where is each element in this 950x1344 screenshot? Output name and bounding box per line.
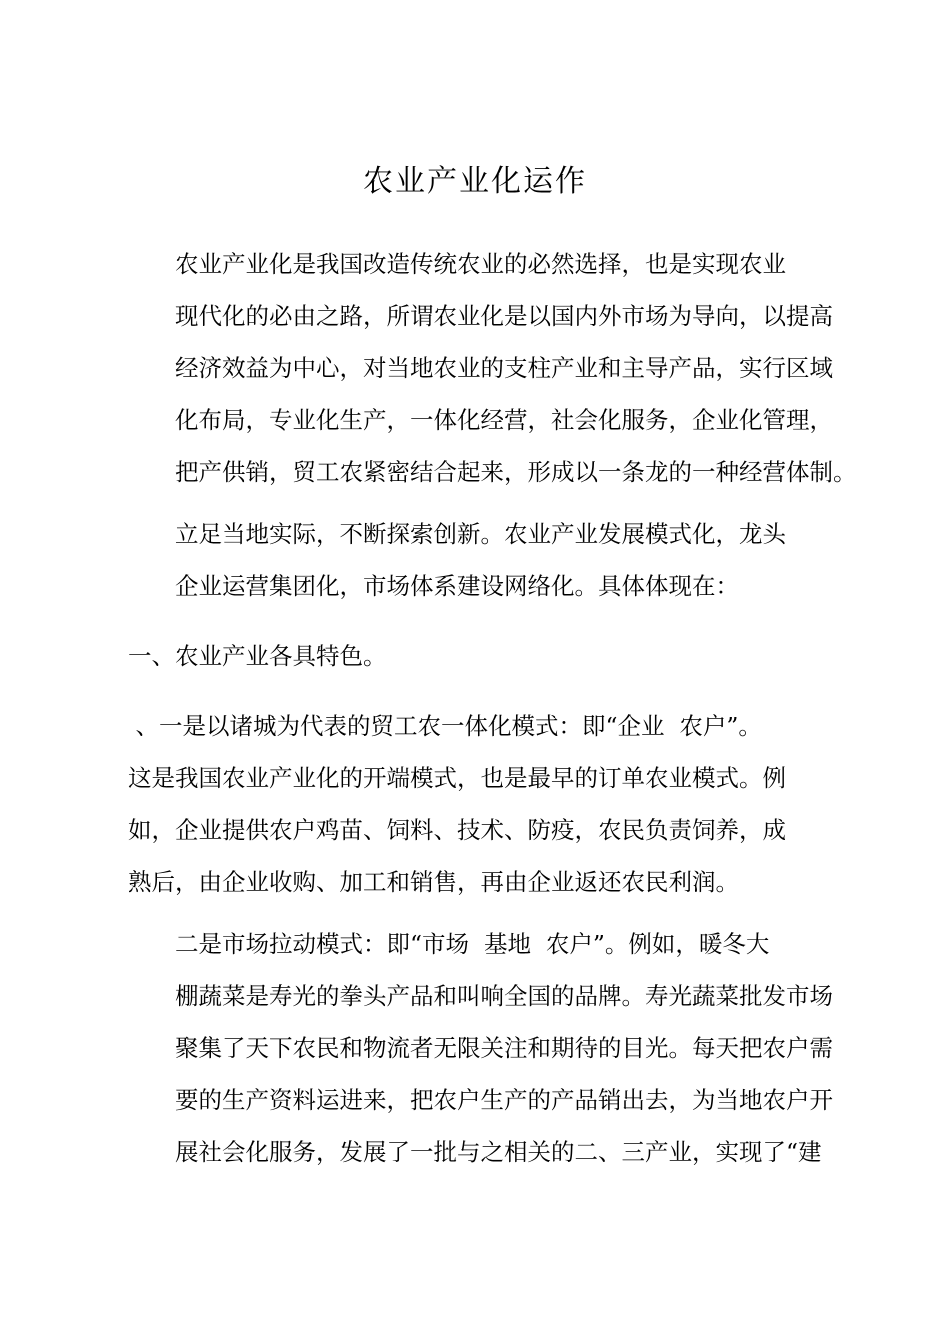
text-line: 聚集了天下农民和物流者无限关注和期待的目光。每天把农户需	[175, 1034, 833, 1062]
text-line: 企业运营集团化，市场体系建设网络化。具体体现在：	[175, 572, 739, 600]
text-line: 这是我国农业产业化的开端模式，也是最早的订单农业模式。例	[128, 764, 786, 792]
section-heading	[128, 630, 846, 682]
paragraph-model-two	[128, 918, 846, 1178]
text-line: 经济效益为中心，对当地农业的支柱产业和主导产品，实行区域	[175, 354, 833, 382]
text-line: 如，企业提供农户鸡苗、饲料、技术、防疫，农民负责饲养，成	[128, 816, 786, 844]
text-line: 要的生产资料运进来，把农户生产的产品销出去，为当地农户开	[175, 1086, 833, 1114]
text-line: 立足当地实际，不断探索创新。农业产业发展模式化，龙头	[175, 520, 786, 548]
text-line: 展社会化服务，发展了一批与之相关的二、三产业，实现了“建	[175, 1138, 822, 1166]
document-title: 农业产业化运作	[363, 164, 587, 199]
paragraph-model-one	[128, 700, 846, 908]
text-line: 农业产业化是我国改造传统农业的必然选择，也是实现农业	[175, 250, 786, 278]
text-line: 熟后，由企业收购、加工和销售，再由企业返还农民利润。	[128, 868, 739, 896]
text-line: 化布局，专业化生产，一体化经营，社会化服务，企业化管理，	[175, 406, 833, 434]
text-line: 、一是以诸城为代表的贸工农一体化模式：即“企业 农户”。	[128, 712, 762, 740]
text-line: 把产供销，贸工农紧密结合起来，形成以一条龙的一种经营体制。	[175, 458, 857, 486]
text-line: 二是市场拉动模式：即“市场 基地 农户”。例如，暖冬大	[175, 930, 770, 958]
section-heading-text: 一、农业产业各具特色。	[128, 642, 387, 670]
text-line: 现代化的必由之路，所谓农业化是以国内外市场为导向，以提高	[175, 302, 833, 330]
text-line: 棚蔬菜是寿光的拳头产品和叫响全国的品牌。寿光蔬菜批发市场	[175, 982, 833, 1010]
paragraph-innovation	[128, 508, 846, 612]
paragraph-intro	[128, 238, 857, 498]
